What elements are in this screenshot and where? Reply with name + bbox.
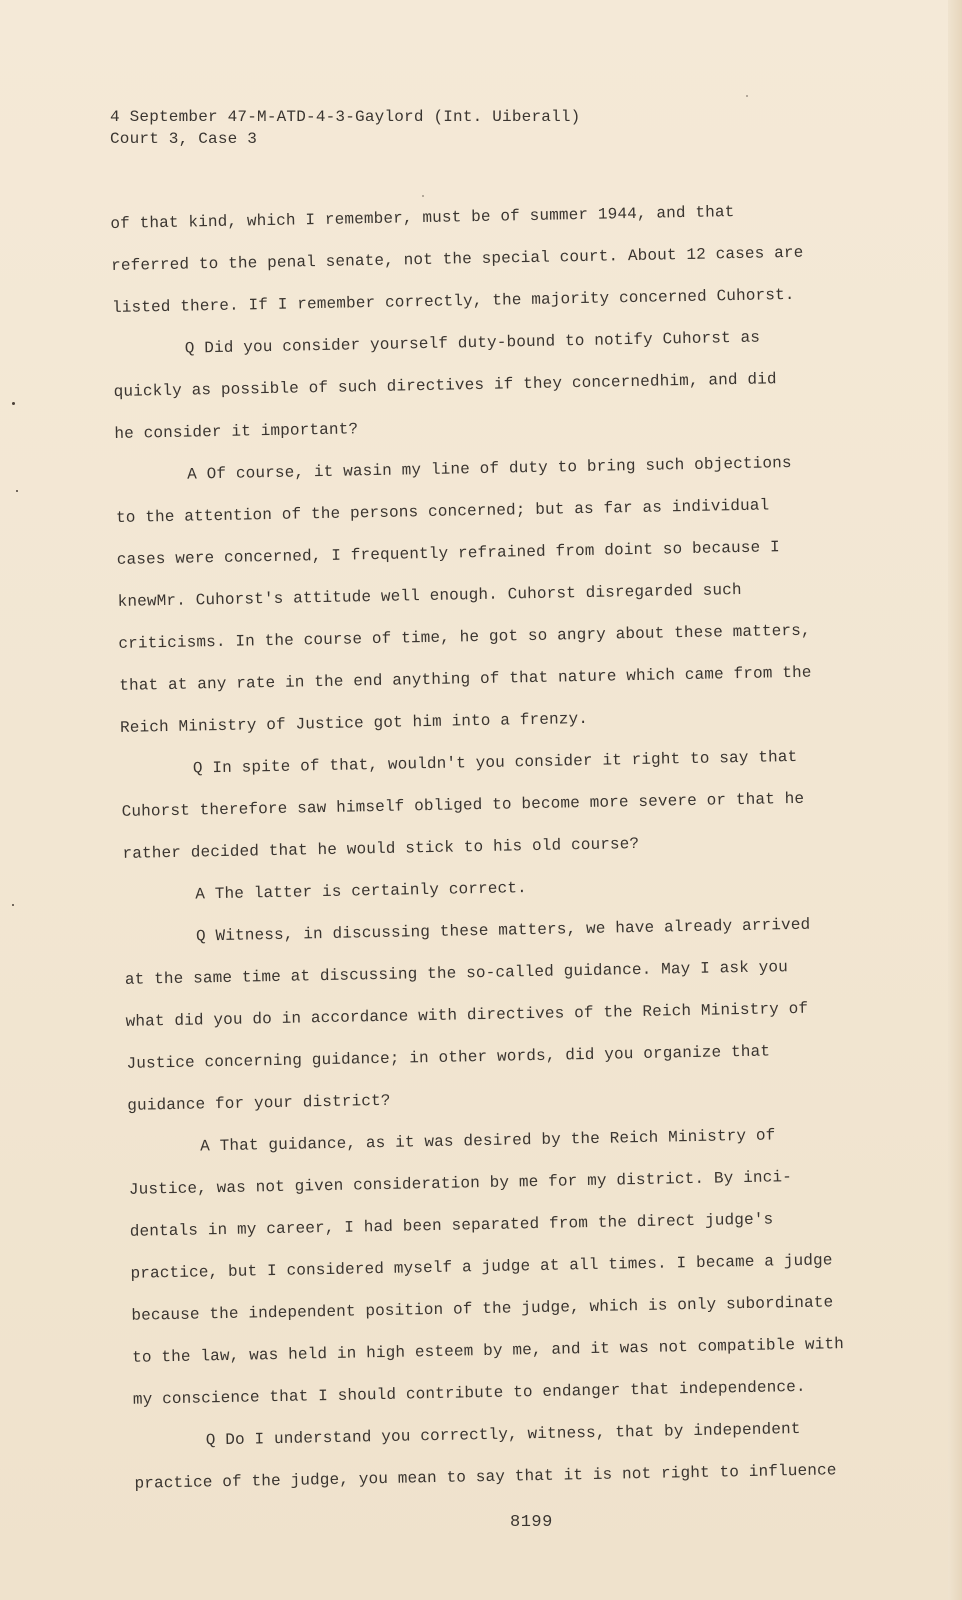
question-line: Q Do I understand you correctly, witness, that by independent [205, 1419, 801, 1450]
body-line: quickly as possible of such directives if they concernedhim, and did [113, 370, 777, 401]
body-line: rather decided that he would stick to his old course? [122, 834, 640, 863]
body-line: Reich Ministry of Justice got him into a frenzy. [119, 709, 589, 737]
body-line: of that kind, which I remember, must be of summer 1944, and that [110, 203, 735, 233]
body-line: because the independent position of the judge, which is only subordinate [131, 1293, 834, 1325]
body-line: he consider it important? [114, 420, 359, 443]
question-line: Q In spite of that, wouldn't you consider it right to say that [192, 747, 798, 778]
question-line: Q Witness, in discussing these matters, we have already arrived [195, 915, 811, 946]
body-line: cases were concerned, I frequently refrained from doint so because I [116, 538, 781, 569]
body-line: Justice concerning guidance; in other words, did you organize that [126, 1042, 771, 1073]
transcript-body [110, 188, 935, 1505]
document-header [110, 106, 580, 150]
answer-line: A That guidance, as it was desired by the Reich Ministry of [199, 1126, 776, 1156]
body-line: Justice, was not given consideration by me for my district. By inci- [128, 1168, 793, 1199]
paper-speck [422, 195, 424, 197]
body-line: what did you do in accordance with directives of the Reich Ministry of [125, 999, 809, 1031]
body-line: dentals in my career, I had been separated from the direct judge's [129, 1210, 774, 1241]
body-line: referred to the penal senate, not the special court. About 12 cases are [111, 243, 804, 275]
paper-speck [12, 904, 14, 906]
body-line: my conscience that I should contribute to endanger that independence. [132, 1377, 806, 1409]
header-line-1: 4 September 47-M-ATD-4-3-Gaylord (Int. Uiberall) [110, 108, 581, 126]
header-line-2: Court 3, Case 3 [110, 130, 258, 148]
body-line: guidance for your district? [127, 1091, 391, 1115]
answer-line: A Of course, it wasin my line of duty to bring such objections [187, 453, 792, 484]
answer-line: A The latter is certainly correct. [195, 879, 527, 904]
body-line: Cuhorst therefore saw himself obliged to become more severe or that he [121, 789, 805, 821]
question-line: Q Did you consider yourself duty-bound to notify Cuhorst as [184, 328, 761, 358]
body-line: criticisms. In the course of time, he got so angry about these matters, [118, 621, 811, 653]
paper-speck [12, 402, 15, 405]
page-number: 8199 [510, 1513, 553, 1532]
body-line: to the attention of the persons concerned; but as far as individual [115, 496, 770, 527]
body-line: knewMr. Cuhorst's attitude well enough. Cuhorst disregarded such [117, 580, 742, 611]
body-line: practice of the judge, you mean to say that it is not right to influence [134, 1461, 837, 1493]
body-line: that at any rate in the end anything of that nature which came from the [119, 663, 812, 695]
page-edge [948, 0, 962, 1600]
body-line: practice, but I considered myself a judge at all times. I became a judge [130, 1251, 833, 1283]
body-line: at the same time at discussing the so-called guidance. May I ask you [124, 958, 789, 989]
body-line: listed there. If I remember correctly, the majority concerned Cuhorst. [111, 285, 795, 317]
body-line: to the law, was held in high esteem by me, and it was not compatible with [132, 1335, 845, 1367]
paper-speck [16, 490, 18, 492]
paper-speck [746, 95, 748, 97]
